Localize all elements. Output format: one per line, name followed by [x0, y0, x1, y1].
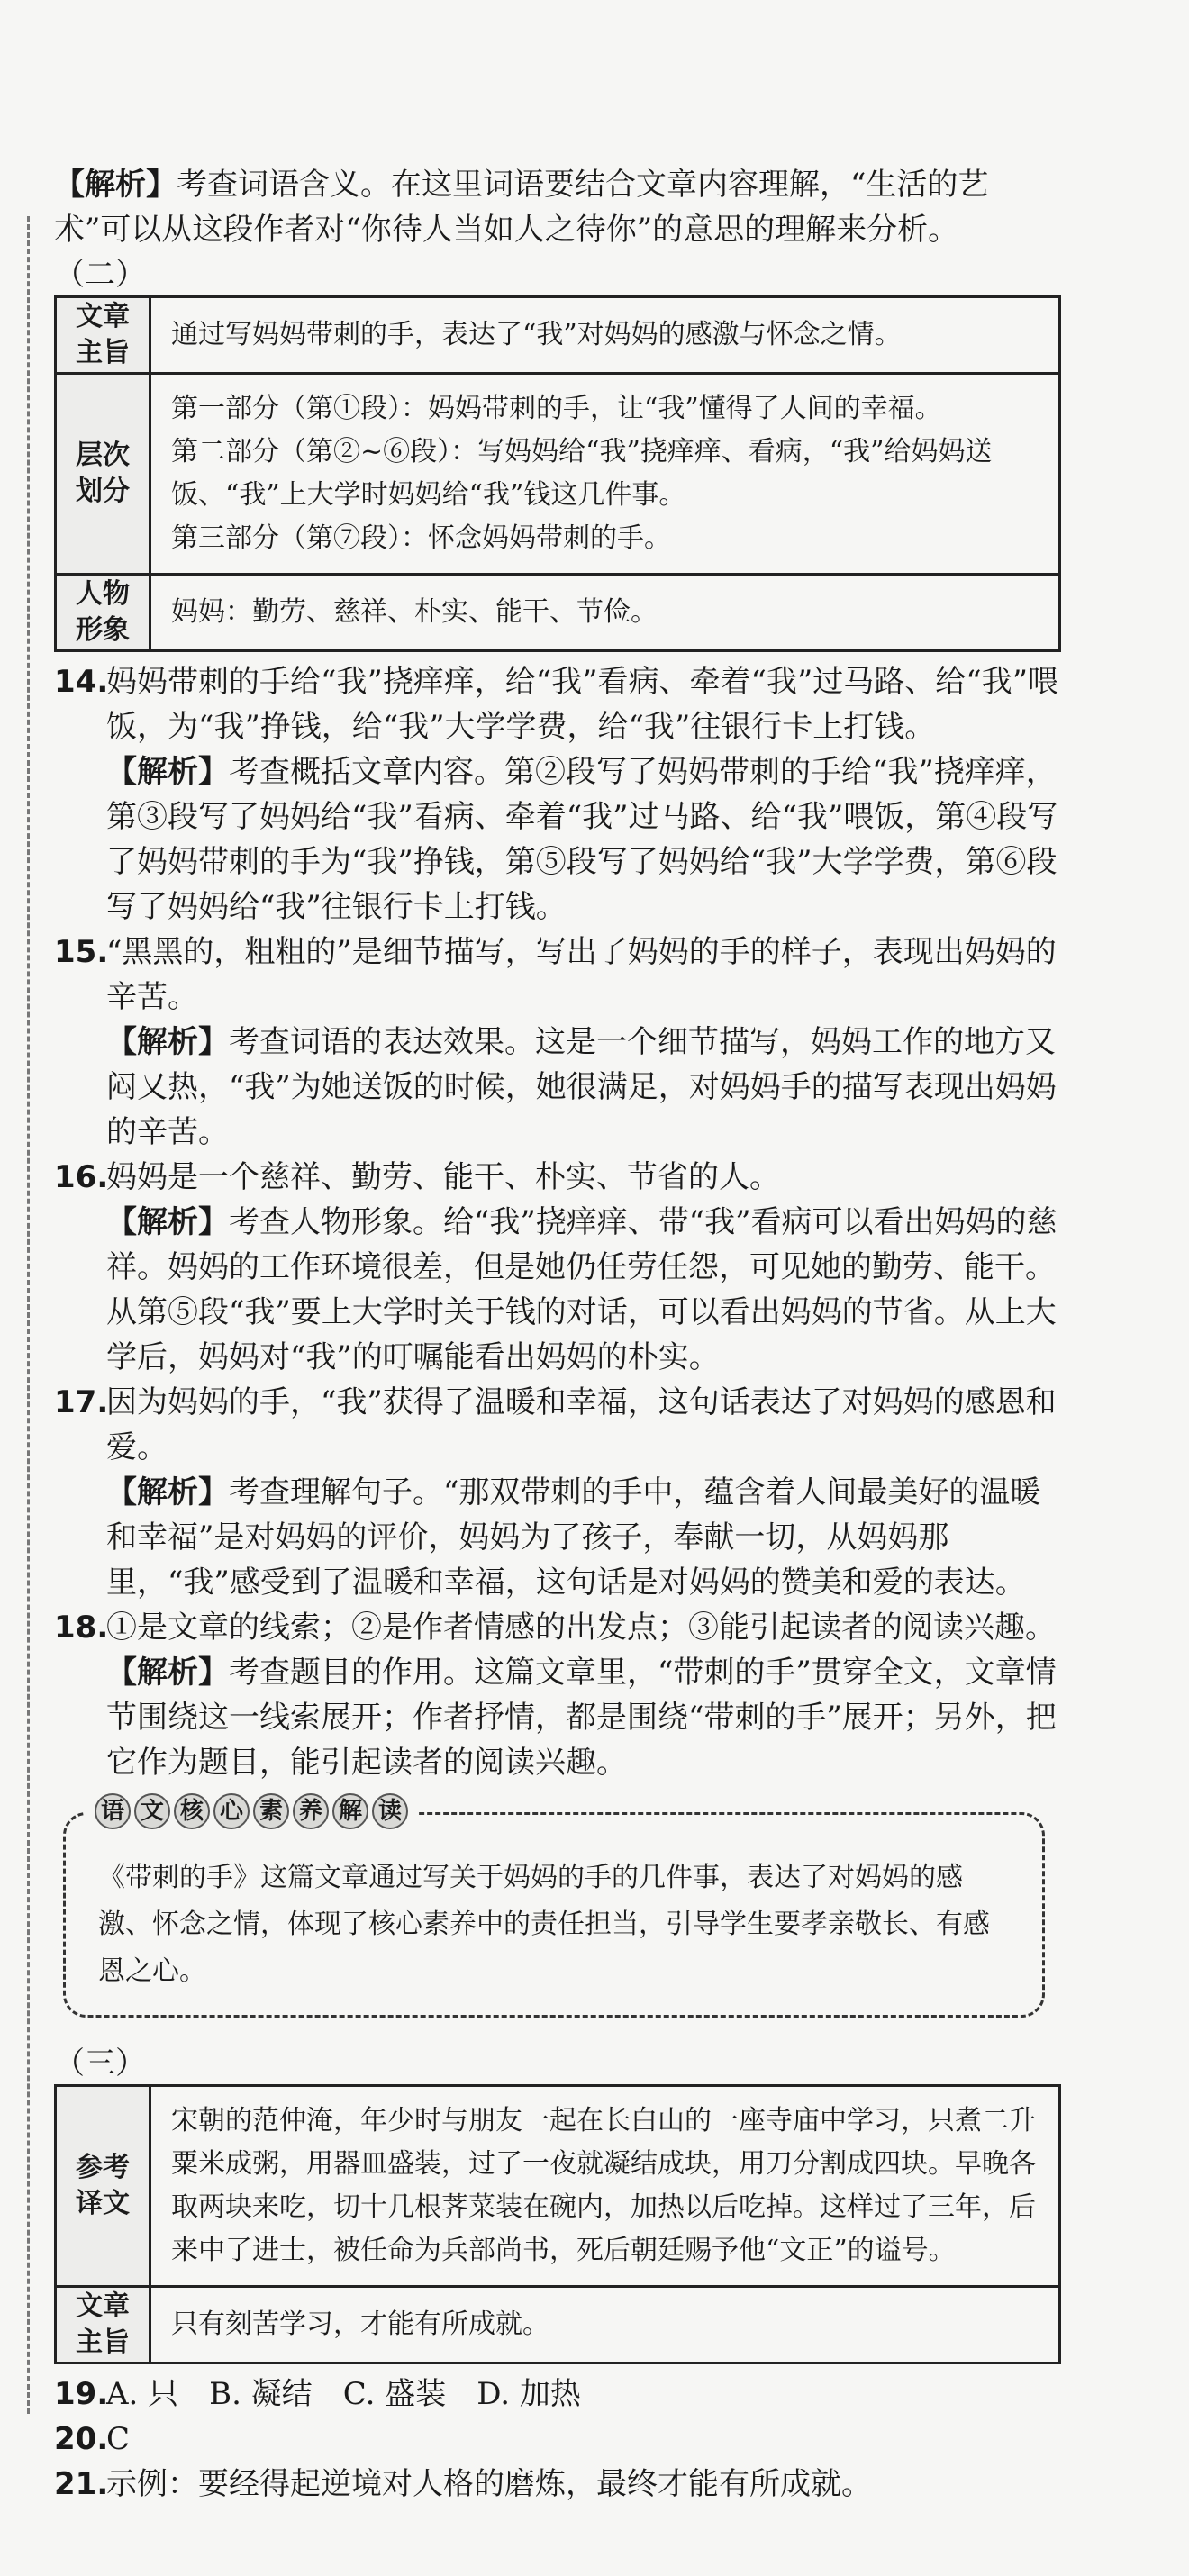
row-content: 通过写妈妈带刺的手，表达了“我”对妈妈的感激与怀念之情。: [150, 297, 1060, 374]
intro-analysis: [54, 162, 1063, 252]
analysis: 【解析】考查概括文章内容。第②段写了妈妈带刺的手给“我”挠痒痒，第③段写了妈妈给“我”看病、牵着“我”过马路、给“我”喂饭，第④段写了妈妈带刺的手为“我”挣钱，第⑤段写了妈妈给“我”大学学费，第⑥段写了妈妈给“我”往银行卡上打钱。: [106, 754, 1058, 925]
question-20: 20. C: [54, 2417, 1063, 2462]
row-label: 参考 译文: [56, 2086, 150, 2287]
section-three-table: [54, 2084, 1061, 2364]
row-label: 文章 主旨: [56, 297, 150, 374]
question-14: 14. 妈妈带刺的手给“我”挠痒痒，给“我”看病、牵着“我”过马路、给“我”喂饭，为“我”挣钱，给“我”大学学费，给“我”往银行卡上打钱。 【解析】考查概括文章内容。第②段写了妈妈带刺的手给“我”挠痒痒，第③段写了妈妈给“我”看病、牵着“我”过马路、给“我”喂饭，第④段写了妈妈带刺的手为“我”挣钱，第⑤段写了妈妈给“我”大学学费，第⑥段写了妈妈给“我”往银行卡上打钱。: [54, 659, 1063, 930]
row-content: 宋朝的范仲淹，年少时与朋友一起在长白山的一座寺庙中学习，只煮二升粟米成粥，用器皿盛装，过了一夜就凝结成块，用刀分割成四块。早晚各取两块来吃，切十几根荠菜装在碗内，加热以后吃掉。这样过了三年，后来中了进士，被任命为兵部尚书，死后朝廷赐予他“文正”的谥号。: [150, 2086, 1060, 2287]
answer-text: 示例：要经得起逆境对人格的磨炼，最终才能有所成就。: [106, 2466, 872, 2502]
core-literacy-title: 语 文 核 心 素 养 解 读: [86, 1793, 417, 1829]
table-row: [56, 297, 1060, 374]
question-21: 21. 示例：要经得起逆境对人格的磨炼，最终才能有所成就。: [54, 2462, 1063, 2507]
table-row: [56, 2086, 1060, 2287]
section-two-table: [54, 295, 1061, 652]
row-content: 只有刻苦学习，才能有所成就。: [150, 2287, 1060, 2363]
question-18: 18. ①是文章的线索；②是作者情感的出发点；③能引起读者的阅读兴趣。 【解析】考查题目的作用。这篇文章里，“带刺的手”贯穿全文，文章情节围绕这一线索展开；作者抒情，都是围绕“带刺的手”展开；另外，把它作为题目，能引起读者的阅读兴趣。: [54, 1605, 1063, 1785]
analysis: 【解析】考查人物形象。给“我”挠痒痒、带“我”看病可以看出妈妈的慈祥。妈妈的工作环境很差，但是她仍任劳任怨，可见她的勤劳、能干。从第⑤段“我”要上大学时关于钱的对话，可以看出妈妈的节省。从上大学后，妈妈对“我”的叮嘱能看出妈妈的朴实。: [106, 1204, 1057, 1375]
row-content: 第一部分（第①段）：妈妈带刺的手，让“我”懂得了人间的幸福。 第二部分（第②~⑥段）：写妈妈给“我”挠痒痒、看病，“我”给妈妈送饭、“我”上大学时妈妈给“我”钱这几件事。 第三部分（第⑦段）：怀念妈妈带刺的手。: [150, 374, 1060, 575]
answer-text: ①是文章的线索；②是作者情感的出发点；③能引起读者的阅读兴趣。: [106, 1610, 1056, 1646]
question-17: 17. 因为妈妈的手，“我”获得了温暖和幸福，这句话表达了对妈妈的感恩和爱。 【解析】考查理解句子。“那双带刺的手中，蕴含着人间最美好的温暖和幸福”是对妈妈的评价，妈妈为了孩子，奉献一切，从妈妈那里，“我”感受到了温暖和幸福，这句话是对妈妈的赞美和爱的表达。: [54, 1380, 1063, 1605]
table-row: [56, 2287, 1060, 2363]
table-row: [56, 374, 1060, 575]
row-label: 文章 主旨: [56, 2287, 150, 2363]
question-19: 19. A. 只 B. 凝结 C. 盛装 D. 加热: [54, 2372, 1063, 2417]
question-16: 16. 妈妈是一个慈祥、勤劳、能干、朴实、节省的人。 【解析】考查人物形象。给“我”挠痒痒、带“我”看病可以看出妈妈的慈祥。妈妈的工作环境很差，但是她仍任劳任怨，可见她的勤劳、能干。从第⑤段“我”要上大学时关于钱的对话，可以看出妈妈的节省。从上大学后，妈妈对“我”的叮嘱能看出妈妈的朴实。: [54, 1155, 1063, 1380]
answer-text: 妈妈带刺的手给“我”挠痒痒，给“我”看病、牵着“我”过马路、给“我”喂饭，为“我”挣钱，给“我”大学学费，给“我”往银行卡上打钱。: [106, 664, 1059, 745]
analysis: 【解析】考查题目的作用。这篇文章里，“带刺的手”贯穿全文，文章情节围绕这一线索展开；作者抒情，都是围绕“带刺的手”展开；另外，把它作为题目，能引起读者的阅读兴趣。: [106, 1655, 1057, 1781]
answer-page: [54, 162, 1063, 2507]
analysis: 【解析】考查理解句子。“那双带刺的手中，蕴含着人间最美好的温暖和幸福”是对妈妈的评价，妈妈为了孩子，奉献一切，从妈妈那里，“我”感受到了温暖和幸福，这句话是对妈妈的赞美和爱的表达。: [106, 1474, 1041, 1601]
row-content: 妈妈：勤劳、慈祥、朴实、能干、节俭。: [150, 575, 1060, 651]
core-literacy-text: 《带刺的手》这篇文章通过写关于妈妈的手的几件事，表达了对妈妈的感激、怀念之情，体现了核心素养中的责任担当，引导学生要孝亲敬长、有感恩之心。: [98, 1862, 990, 1987]
table-row: [56, 575, 1060, 651]
answer-text: 因为妈妈的手，“我”获得了温暖和幸福，这句话表达了对妈妈的感恩和爱。: [106, 1384, 1057, 1465]
answer-text: 妈妈是一个慈祥、勤劳、能干、朴实、节省的人。: [106, 1159, 780, 1195]
analysis-text: 考查词语含义。在这里词语要结合文章内容理解，“生活的艺术”可以从这段作者对“你待人当如人之待你”的意思的理解来分析。: [54, 167, 989, 248]
answer-options: A. 只 B. 凝结 C. 盛装 D. 加热: [106, 2376, 581, 2412]
answer-text: C: [106, 2421, 131, 2457]
binding-margin-line: [27, 216, 30, 2414]
section-two-heading: （二）: [54, 257, 146, 293]
row-label: 人物 形象: [56, 575, 150, 651]
analysis-label: 【解析】: [54, 167, 177, 203]
row-label: 层次 划分: [56, 374, 150, 575]
section-three-heading: （三）: [54, 2045, 146, 2082]
answer-text: “黑黑的，粗粗的”是细节描写，写出了妈妈的手的样子，表现出妈妈的辛苦。: [106, 934, 1057, 1015]
analysis: 【解析】考查词语的表达效果。这是一个细节描写，妈妈工作的地方又闷又热，“我”为她送饭的时候，她很满足，对妈妈手的描写表现出妈妈的辛苦。: [106, 1024, 1057, 1150]
core-literacy-box: [63, 1798, 1045, 2018]
question-15: 15. “黑黑的，粗粗的”是细节描写，写出了妈妈的手的样子，表现出妈妈的辛苦。 【解析】考查词语的表达效果。这是一个细节描写，妈妈工作的地方又闷又热，“我”为她送饭的时候，她很满足，对妈妈手的描写表现出妈妈的辛苦。: [54, 930, 1063, 1155]
